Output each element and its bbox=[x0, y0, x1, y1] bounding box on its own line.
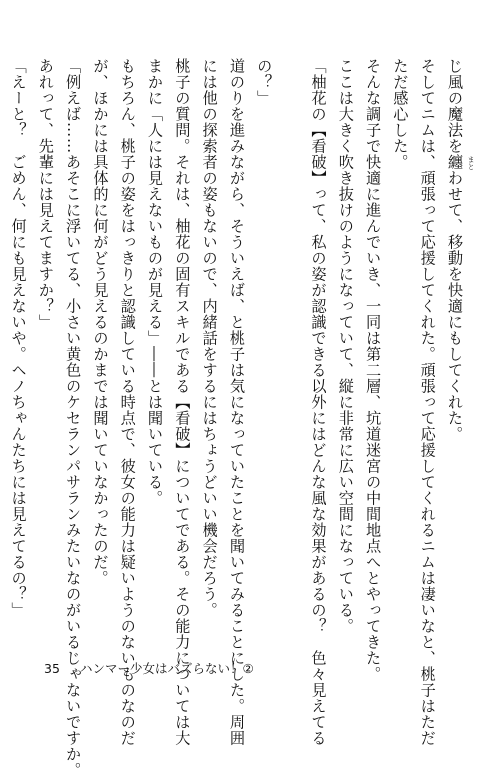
ruby-base: 纏 bbox=[446, 154, 464, 170]
ruby-word bbox=[446, 154, 475, 170]
text-line: 桃子の質問。それは、柚花の固有スキルである【看破】についてである。その能力については大 bbox=[173, 58, 192, 746]
text-line: 道のりを進みながら、そういえば、と桃子は気になっていたことを聞いてみることにした。周囲 bbox=[227, 58, 246, 746]
text-line: あれって、先輩には見えてますか？」 bbox=[36, 58, 55, 330]
text-line: の？」 bbox=[255, 58, 274, 106]
text-line: 「柚花の【看破】って、私の姿が認識できる以外にはどんな風な効果があるの？ 色々見えてる bbox=[309, 58, 328, 746]
page-number: 35 bbox=[44, 661, 60, 676]
text-line bbox=[441, 58, 475, 638]
text-line: ただ感心した。 bbox=[391, 58, 410, 170]
text-line: ここは大きく吹き抜けのようになっていて、縦に非常に広い空間になっている。 bbox=[336, 58, 355, 634]
text-line: が、ほかには具体的に何がどう見えるのかまでは聞いていなかったのだ。 bbox=[91, 58, 110, 586]
text-line: そんな調子で快適に進んでいき、一同は第二層、坑道迷宮の中間地点へとやってきた。 bbox=[364, 58, 383, 682]
text-fragment: わせて、移動を快適にもしてくれた。 bbox=[446, 170, 464, 442]
text-line: 「例えば……あそこに浮いてる、小さい黄色のケセランパサランみたいなのがいるじゃないですか。 bbox=[64, 58, 83, 778]
furigana: まと bbox=[467, 156, 475, 170]
text-line: には他の探索者の姿もないので、内緒話をするにはちょうどいい機会だろう。 bbox=[200, 58, 219, 618]
text-line: もちろん、桃子の姿をはっきりと認識している時点で、彼女の能力は疑いようのないものなのだ bbox=[118, 58, 137, 746]
book-title: ハンマー少女はバズらない！② bbox=[79, 661, 254, 676]
text-line bbox=[0, 58, 4, 638]
page-footer bbox=[44, 660, 254, 678]
text-fragment: じ風の魔法を bbox=[446, 58, 464, 154]
text-line: そしてニムは、頑張って応援してくれた。頑張って応援してくれるニムは凄いなと、桃子はただ bbox=[418, 58, 437, 746]
text-line: 「えーと？ ごめん、何にも見えないや。ヘノちゃんたちには見えてるの？」 bbox=[9, 58, 28, 618]
text-line: まかに「人には見えないものが見える」――とは聞いている。 bbox=[146, 58, 165, 506]
